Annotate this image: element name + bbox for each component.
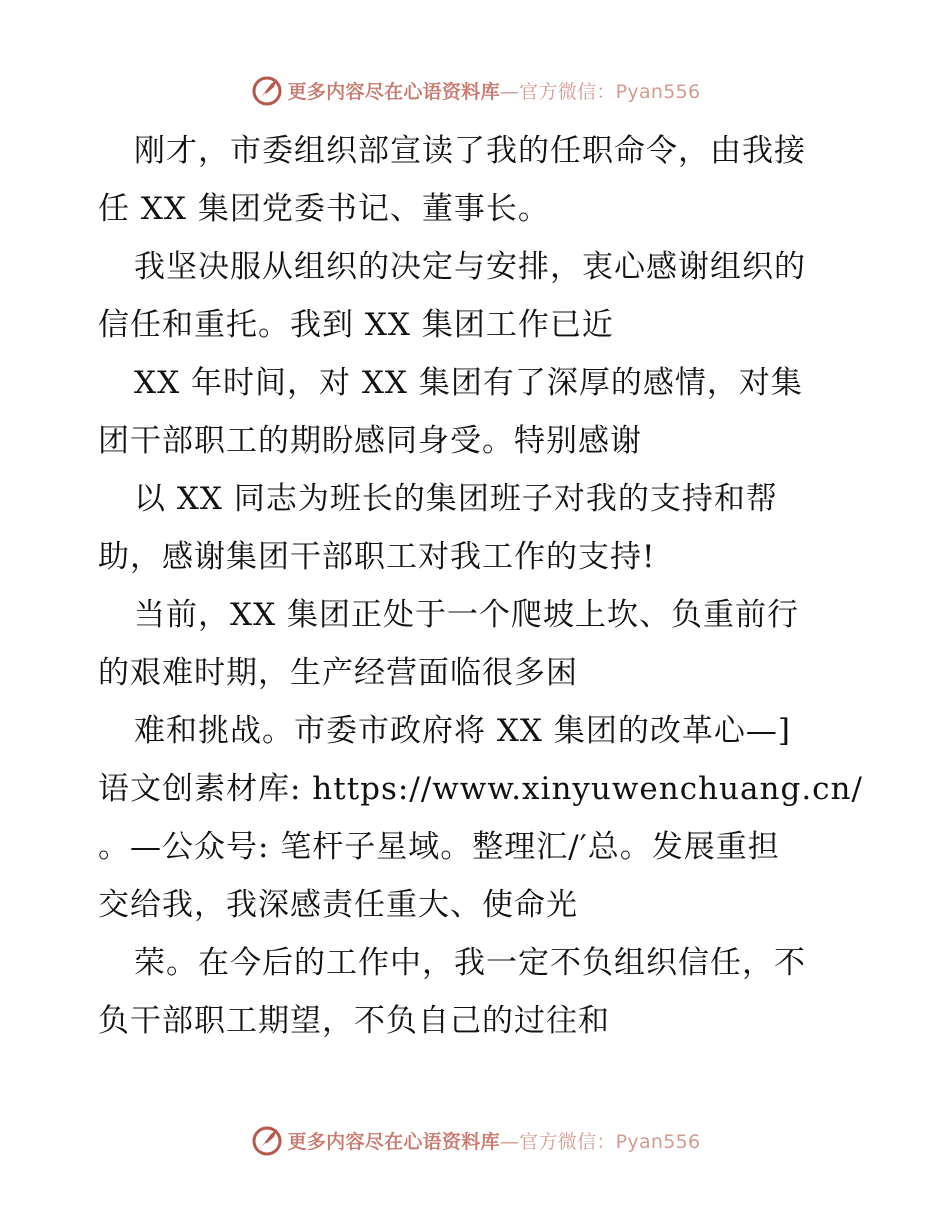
header-contact-text: —官方微信：Pyan556	[499, 80, 701, 103]
footer-banner-inner	[250, 1123, 701, 1157]
text-line-2: 任 XX 集团党委书记、董事长。	[98, 191, 550, 227]
document-body	[98, 122, 863, 1050]
text-line-7: 以 XX 同志为班长的集团班子对我的支持和帮	[134, 481, 778, 517]
header-brand-text: 更多内容尽在心语资料库	[287, 80, 500, 103]
quill-logo-icon	[250, 1123, 284, 1157]
text-line-1: 刚才，市委组织部宣读了我的任职命令，由我接	[134, 133, 806, 169]
text-line-16: 负干部职工期望，不负自己的过往和	[98, 1003, 610, 1039]
text-line-4: 信任和重托。我到 XX 集团工作已近	[98, 307, 614, 343]
text-line-5: XX 年时间，对 XX 集团有了深厚的感情，对集	[134, 365, 803, 401]
text-line-3: 我坚决服从组织的决定与安排，衷心感谢组织的	[134, 249, 806, 285]
header-banner-inner	[250, 73, 701, 107]
text-line-6: 团干部职工的期盼感同身受。特别感谢	[98, 423, 642, 459]
footer-contact-text: —官方微信：Pyan556	[499, 1130, 701, 1153]
text-line-14: 交给我，我深感责任重大、使命光	[98, 887, 578, 923]
text-line-9: 当前，XX 集团正处于一个爬坡上坎、负重前行	[134, 597, 799, 633]
text-line-8: 助，感谢集团干部职工对我工作的支持!	[98, 539, 656, 575]
text-line-11: 难和挑战。市委市政府将 XX 集团的改革心—]	[134, 713, 791, 749]
header-banner	[0, 70, 950, 110]
text-line-15: 荣。在今后的工作中，我一定不负组织信任，不	[134, 945, 806, 981]
text-line-12: 语文创素材库: https://www.xinyuwenchuang.cn/	[98, 771, 863, 807]
footer-banner	[0, 1120, 950, 1160]
footer-brand-text: 更多内容尽在心语资料库	[287, 1130, 500, 1153]
text-line-13: 。—公众号: 笔杆子星域。整理汇/′总。发展重担	[98, 829, 780, 865]
footer-banner-text	[288, 1127, 701, 1154]
text-line-10: 的艰难时期，生产经营面临很多困	[98, 655, 578, 691]
quill-logo-icon	[250, 73, 284, 107]
header-banner-text	[288, 77, 701, 104]
